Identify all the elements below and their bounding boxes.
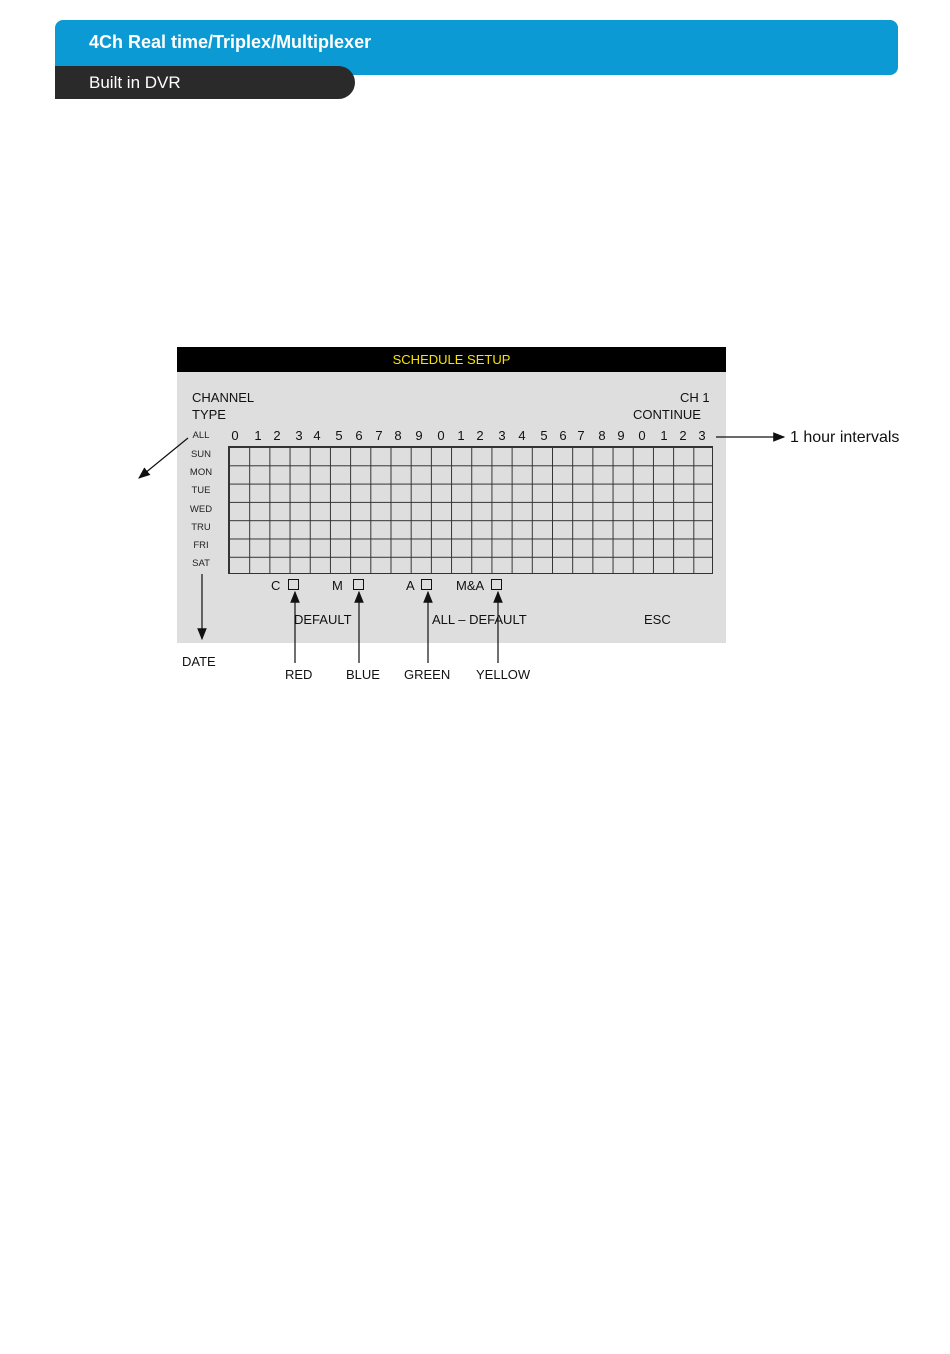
day-label-tue[interactable]: TUE	[191, 485, 211, 496]
day-label-fri[interactable]: FRI	[193, 540, 209, 551]
type-value[interactable]: CONTINUE	[633, 407, 701, 422]
hour-label: 3	[498, 428, 506, 443]
hour-label: 1	[660, 428, 668, 443]
hour-label: 6	[355, 428, 363, 443]
channel-value[interactable]: CH 1	[680, 390, 710, 405]
legend-code-m: M	[332, 578, 343, 593]
day-label-all[interactable]: ALL	[192, 430, 210, 441]
header-title: 4Ch Real time/Triplex/Multiplexer	[89, 32, 372, 52]
date-annotation: DATE	[182, 654, 216, 669]
default-button[interactable]: DEFAULT	[294, 612, 352, 627]
hour-label: 7	[375, 428, 383, 443]
hour-label: 0	[638, 428, 646, 443]
hour-label: 3	[698, 428, 706, 443]
hour-label: 9	[415, 428, 423, 443]
legend-color-yellow: YELLOW	[476, 667, 531, 682]
day-label-sun[interactable]: SUN	[190, 449, 212, 460]
hour-label: 8	[394, 428, 402, 443]
legend-color-green: GREEN	[404, 667, 451, 682]
panel-title: SCHEDULE SETUP	[177, 347, 726, 372]
hour-intervals-annotation: 1 hour intervals	[790, 429, 900, 446]
type-label: TYPE	[192, 407, 226, 422]
all-pointer-arrow	[139, 438, 188, 478]
hour-label: 4	[518, 428, 526, 443]
header-subtitle: Built in DVR	[89, 73, 181, 92]
legend-color-blue: BLUE	[346, 667, 380, 682]
hour-label: 6	[559, 428, 567, 443]
hour-label: 1	[254, 428, 262, 443]
hour-label: 0	[231, 428, 239, 443]
hour-label: 1	[457, 428, 465, 443]
legend-code-c: C	[271, 578, 281, 593]
all-default-button[interactable]: ALL – DEFAULT	[432, 612, 527, 627]
legend-code-ma: M&A	[456, 578, 485, 593]
day-label-mon[interactable]: MON	[189, 467, 213, 478]
hour-label: 2	[679, 428, 687, 443]
legend-color-red: RED	[285, 667, 313, 682]
hour-label: 3	[295, 428, 303, 443]
hour-label: 4	[313, 428, 321, 443]
hour-label: 7	[577, 428, 585, 443]
esc-button[interactable]: ESC	[644, 612, 671, 627]
hour-label: 9	[617, 428, 625, 443]
hour-label: 2	[273, 428, 281, 443]
hour-label: 2	[476, 428, 484, 443]
hour-label: 5	[335, 428, 343, 443]
channel-label: CHANNEL	[192, 390, 255, 405]
hour-label: 0	[437, 428, 445, 443]
day-label-wed[interactable]: WED	[189, 504, 213, 515]
legend-code-a: A	[406, 578, 415, 593]
day-label-tru[interactable]: TRU	[191, 522, 211, 533]
hour-label: 8	[598, 428, 606, 443]
day-label-sat[interactable]: SAT	[192, 558, 210, 569]
hour-label: 5	[540, 428, 548, 443]
